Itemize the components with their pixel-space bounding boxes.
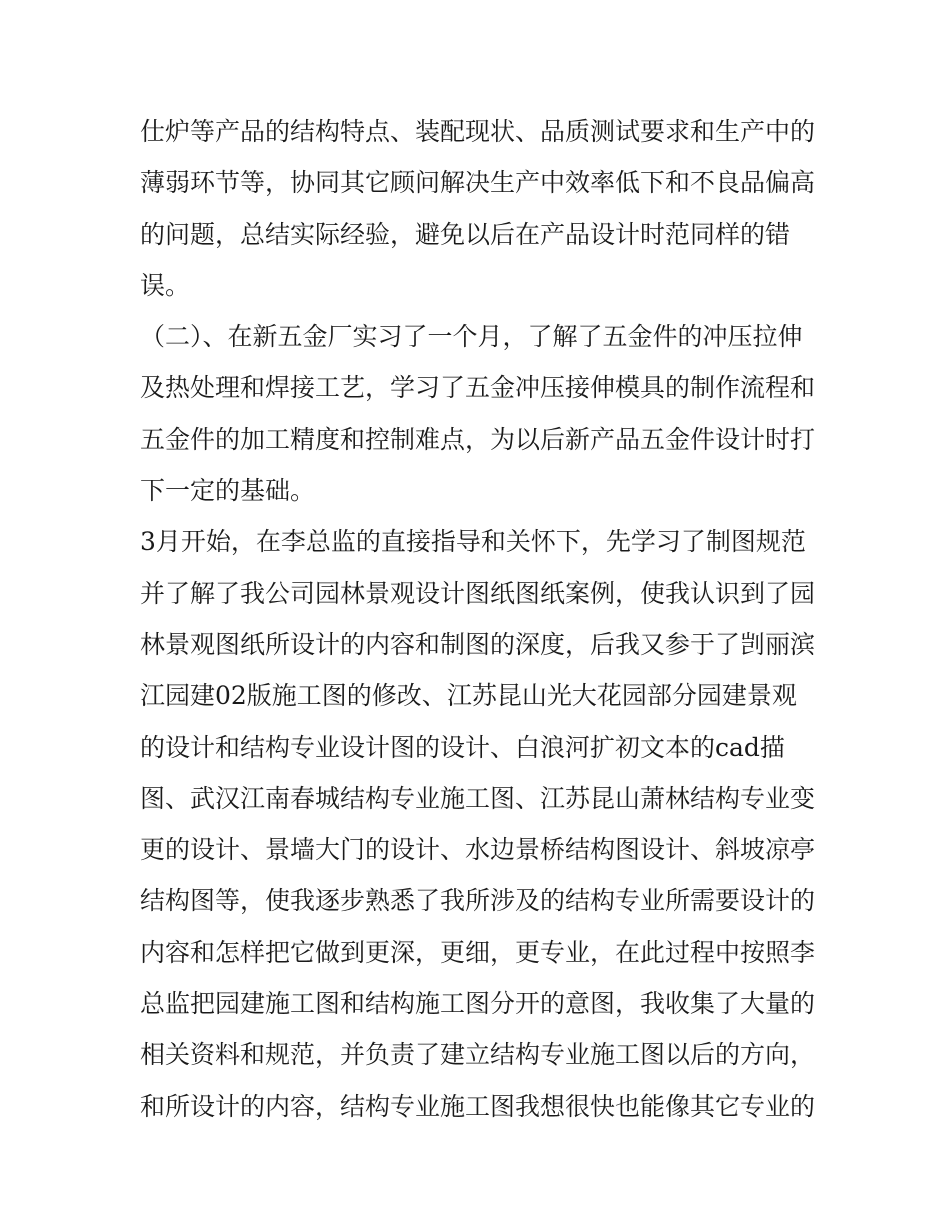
- text-line: 仕炉等产品的结构特点、装配现状、品质测试要求和生产中的: [140, 117, 816, 146]
- paragraph-2: [140, 311, 820, 516]
- paragraph-1: [140, 106, 820, 311]
- text-line: 下一定的基础。: [140, 476, 316, 506]
- text-line: 林景观图纸所设计的内容和制图的深度，后我又参于了剀丽滨: [140, 629, 816, 659]
- text-line: 五金件的加工精度和控制难点，为以后新产品五金件设计时打: [140, 424, 816, 454]
- text-line: 更的设计、景墙大门的设计、水边景桥结构图设计、斜坡凉亭: [140, 835, 816, 865]
- text-line: 图、武汉江南春城结构专业施工图、江苏昆山萧林结构专业变: [140, 783, 816, 813]
- text-line: 的问题，总结实际经验，避免以后在产品设计时范同样的错: [140, 219, 791, 249]
- text-line: 总监把园建施工图和结构施工图分开的意图，我收集了大量的: [140, 989, 816, 1019]
- text-line: 的设计和结构专业设计图的设计、白浪河扩初文本的cad描: [140, 732, 785, 762]
- paragraph-3: [140, 516, 820, 1132]
- text-line: 内容和怎样把它做到更深，更细，更专业，在此过程中按照李: [140, 937, 816, 967]
- text-line: 和所设计的内容，结构专业施工图我想很快也能像其它专业的: [140, 1091, 816, 1121]
- text-line: 江园建02版施工图的修改、江苏昆山光大花园部分园建景观: [140, 681, 797, 711]
- text-line: 3月开始，在李总监的直接指导和关怀下，先学习了制图规范: [140, 527, 806, 557]
- text-line: 及热处理和焊接工艺，学习了五金冲压接伸模具的制作流程和: [140, 373, 816, 403]
- text-line: 误。: [140, 270, 191, 300]
- text-line: 结构图等，使我逐步熟悉了我所涉及的结构专业所需要设计的: [140, 886, 816, 916]
- document-body: [140, 106, 820, 1132]
- text-line: （二）、在新五金厂实习了一个月，了解了五金件的冲压拉伸: [140, 322, 803, 352]
- text-line: 相关资料和规范，并负责了建立结构专业施工图以后的方向，: [140, 1040, 816, 1070]
- text-line: 薄弱环节等，协同其它顾问解决生产中效率低下和不良品偏高: [140, 168, 816, 198]
- text-line: 并了解了我公司园林景观设计图纸图纸案例，使我认识到了园: [140, 578, 816, 608]
